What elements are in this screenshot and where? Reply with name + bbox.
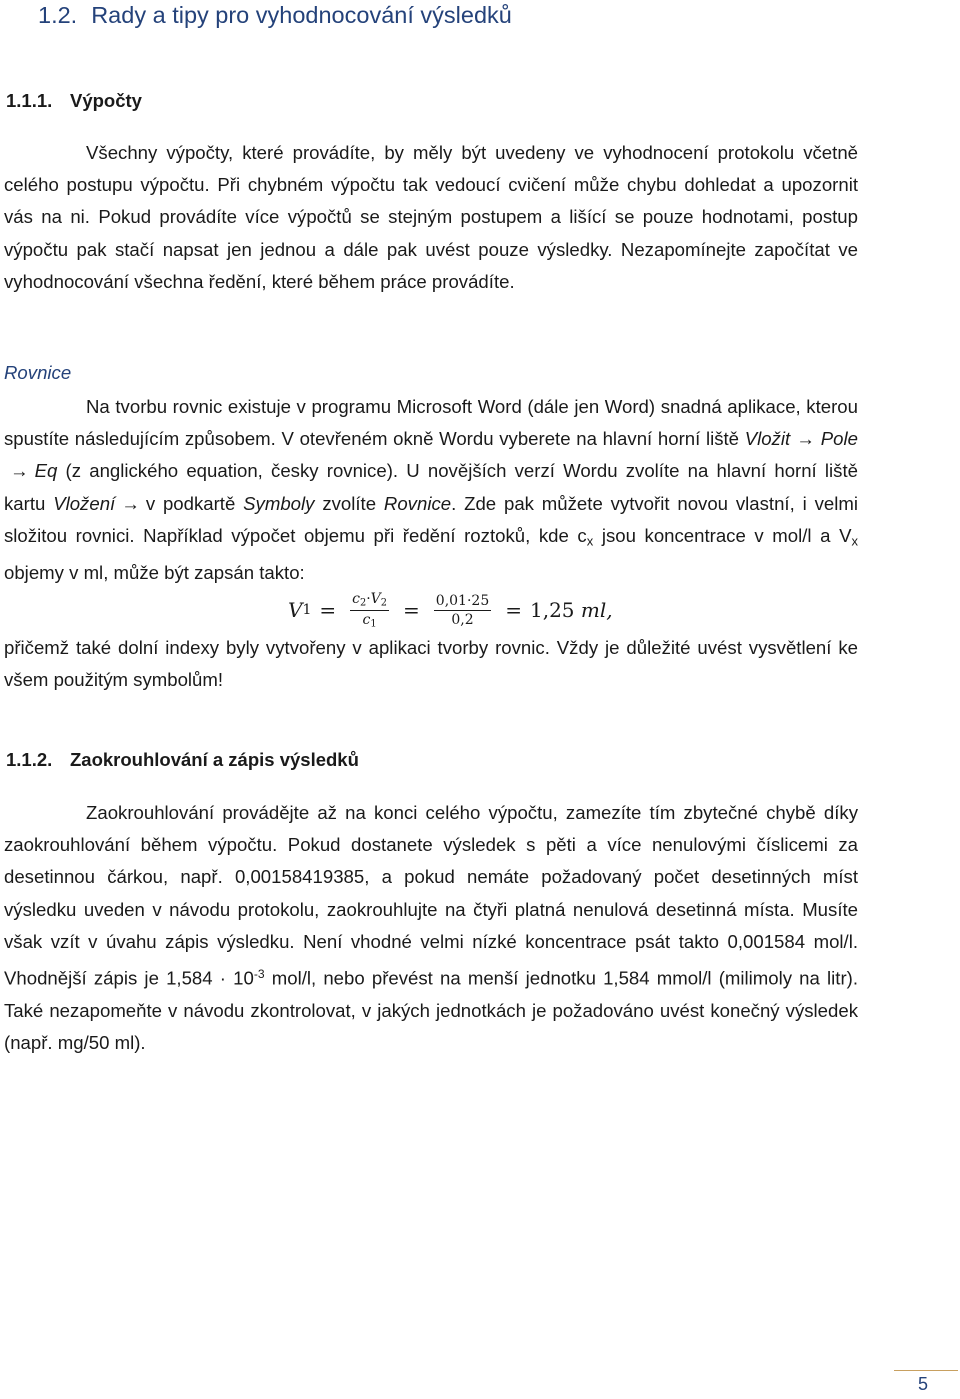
subsection-title: Zaokrouhlování a zápis výsledků — [70, 749, 359, 770]
paragraph-vypocty: Všechny výpočty, které provádíte, by měly být uvedeny ve vyhodnocení protokolu včetně celého postupu výpočtu. Při chybném výpočtu tak vedoucí cvičení může chybu dohledat a upozornit vás na ni. Pokud provádíte více výpočtů se stejným postupem a lišící se pouze hodnotami, postup výpočtu pak stačí napsat jen jednou a dále pak uvést pouze výsledky. Nezapomínejte započítat ve vyhodnocování všechna ředění, které během práce provádíte. — [4, 142, 858, 292]
subsection-number: 1.1.1. — [6, 90, 53, 111]
subsection-heading-vypocty — [6, 90, 142, 112]
footer-rule — [894, 1370, 958, 1371]
page-number: 5 — [918, 1374, 929, 1394]
subsection-number: 1.1.2. — [6, 749, 53, 770]
paragraph-indexy: přičemž také dolní indexy byly vytvořeny v aplikaci tvorby rovnic. Vždy je důležité uvést vysvětlení ke všem použitým symbolům! — [4, 637, 858, 691]
paragraph-zaokrouhlovani: Zaokrouhlování provádějte až na konci celého výpočtu, zamezíte tím zbytečné chybě díky zaokrouhlování během výpočtu. Pokud dostanete výsledek s pěti a více nenulovými číslicemi za desetinnou čárkou, např. 0,00158419385, a pokud nemáte požadovaný počet desetinných míst výsledku uveden v návodu protokolu, zaokrouhlujte na čtyři platná nenulová desetinná místa. Musíte však vzít v úvahu zápis výsledku. Není vhodné velmi nízké koncentrace psát takto 0,001584 mol/l. Vhodnější zápis je $1,584 \cdot 10^{-3}$ mol/l, nebo převést na menší jednotku 1,584 mmol/l (milimoly na litr). Také nezapomeňte v návodu zkontrolovat, v jakých jednotkách je požadováno uvést konečný výsledek (např. mg/50 ml). — [4, 802, 859, 1054]
volume-equation: V 1 = $\frac{c_2\cdot V_2}{c_1}$ = $\frac{0,01\cdot 25}{0,2}$ = 1,25 ml, — [288, 591, 613, 629]
section-heading — [38, 2, 512, 29]
arrow-icon: → — [10, 460, 29, 482]
subsection-title: Výpočty — [70, 90, 142, 111]
section-title: Rady a tipy pro vyhodnocování výsledků — [91, 2, 512, 28]
subsection-heading-zaokrouhlovani — [6, 749, 359, 771]
paragraph-rovnice: Na tvorbu rovnic existuje v programu Microsoft Word (dále jen Word) snadná aplikace, kterou spustíte následujícím způsobem. V otevřeném okně Wordu vyberete na hlavní horní liště Vložit → Pole→ Eq (z anglického equation, česky rovnice). U novějších verzí Wordu zvolíte na hlavní horní liště kartu Vložení → v podkartě Symboly zvolíte Rovnice. Zde pak můžete vytvořit novou vlastní, i velmi složitou rovnici. Například výpočet objemu při ředění roztoků, kde $c_x$ jsou koncentrace v mol/l a $V_x$ objemy v ml, může být zapsán takto: — [4, 396, 859, 584]
section-number: 1.2. — [38, 2, 78, 28]
arrow-icon: → — [796, 428, 815, 450]
fraction-1: $\frac{c_2\cdot V_2}{c_1}$ — [352, 591, 388, 629]
fraction-2: $\frac{0,01\cdot 25}{0,2}$ — [435, 592, 490, 628]
rovnice-heading: Rovnice — [4, 362, 72, 383]
arrow-icon: → — [121, 492, 140, 514]
